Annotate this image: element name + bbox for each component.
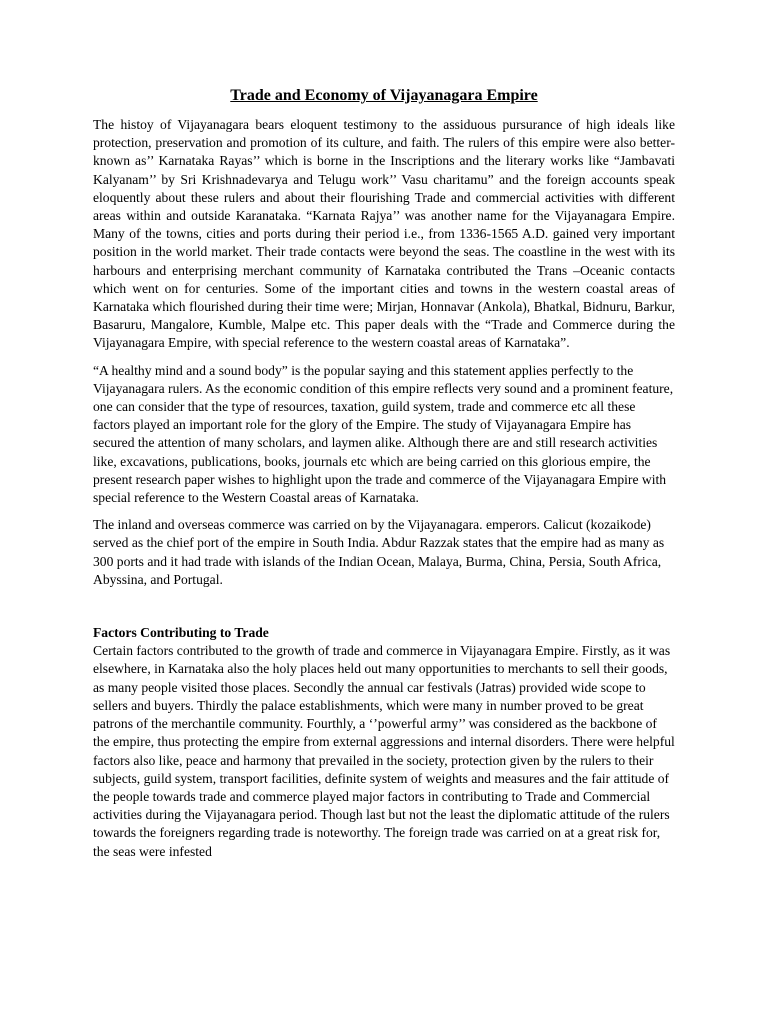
paragraph-commerce: The inland and overseas commerce was carried on by the Vijayanagara. emperors. Calicut (kozaikode) served as the chief port of the empire in South India. Abdur Razzak states that the empire had as many as 300 ports and it had trade with islands of the Indian Ocean, Malaya, Burma, China, Persia, South Africa, Abyssina, and Portugal. [93, 517, 665, 587]
paragraph-factors: Certain factors contributed to the growth of trade and commerce in Vijayanagara Empire. Firstly, as it was elsewhere, in Karnataka also the holy places held out many opportunities to merchants to sell their goods, as many people visited those places. Secondly the annual car festivals (Jatras) provided wide scope to sellers and buyers. Thirdly the palace establishments, which were many in number proved to be great patrons of the merchantile community. Fourthly, a ‘’powerful army’’ was considered as the backbone of the empire, thus protecting the empire from external aggressions and internal disorders. There were helpful factors also like, peace and harmony that prevailed in the society, protection given by the rulers to their subjects, guild system, transport facilities, definite system of weights and measures and the fair attitude of the people towards trade and commerce played major factors in contributing to Trade and Commercial activities during the Vijayanagara period. Though last but not the least the diplomatic attitude of the rulers towards the foreigners regarding trade is noteworthy. The foreign trade was carried on at a great risk for, the seas were infested [93, 643, 675, 859]
paragraph-economy: “A healthy mind and a sound body” is the popular saying and this statement applies perfectly to the Vijayanagara rulers. As the economic condition of this empire reflects very sound and a prominent feature, one can consider that the type of resources, taxation, guild system, trade and commerce etc all these factors played an important role for the glory of the Empire. The study of Vijayanagara Empire has secured the attention of many scholars, and laymen alike. Although there are and still research activities like, excavations, publications, books, journals etc which are being carried on this glorious empire, the present research paper wishes to highlight upon the trade and commerce of the Vijayanagara Empire with special reference to the Western Coastal areas of Karnataka. [93, 362, 674, 506]
paragraph-intro: The histoy of Vijayanagara bears eloquent testimony to the assiduous pursurance of high ideals like protection, preservation and promotion of its culture, and faith. The rulers of this empire were also better-known as’’ Karnataka Rayas’’ which is borne in the Inscriptions and the literary works like “Jambavati Kalyanam’’ by Sri Krishnadevarya and Telugu work’’ Vasu charitamu” and the foreign accounts speak eloquently about these rulers and about their flourishing Trade and commercial activities with different areas within and outside Karanataka. “Karnata Rajya’’ was another name for the Vijayanagara Empire. Many of the towns, cities and ports during their period i.e., from 1336-1565 A.D. gained very important position in the world market. Their trade contacts were beyond the seas. The coastline in the west with its harbours and enterprising merchant community of Karnataka contributed the Trans –Oceanic contacts which went on for centuries. Some of the important cities and towns in the western coastal areas of Karnataka which flourished during their time were; Mirjan, Honnavar (Ankola), Bhatkal, Bidnuru, Barkur, Basaruru, Mangalore, Kumble, Malpe etc. This paper deals with the “Trade and Commerce during the Vijayanagara Empire, with special reference to the western coastal areas of Karnataka”. [93, 117, 675, 351]
section-heading: Factors Contributing to Trade [93, 625, 269, 641]
document-title: Trade and Economy of Vijayanagara Empire [230, 87, 538, 104]
section-spacer [93, 598, 675, 624]
